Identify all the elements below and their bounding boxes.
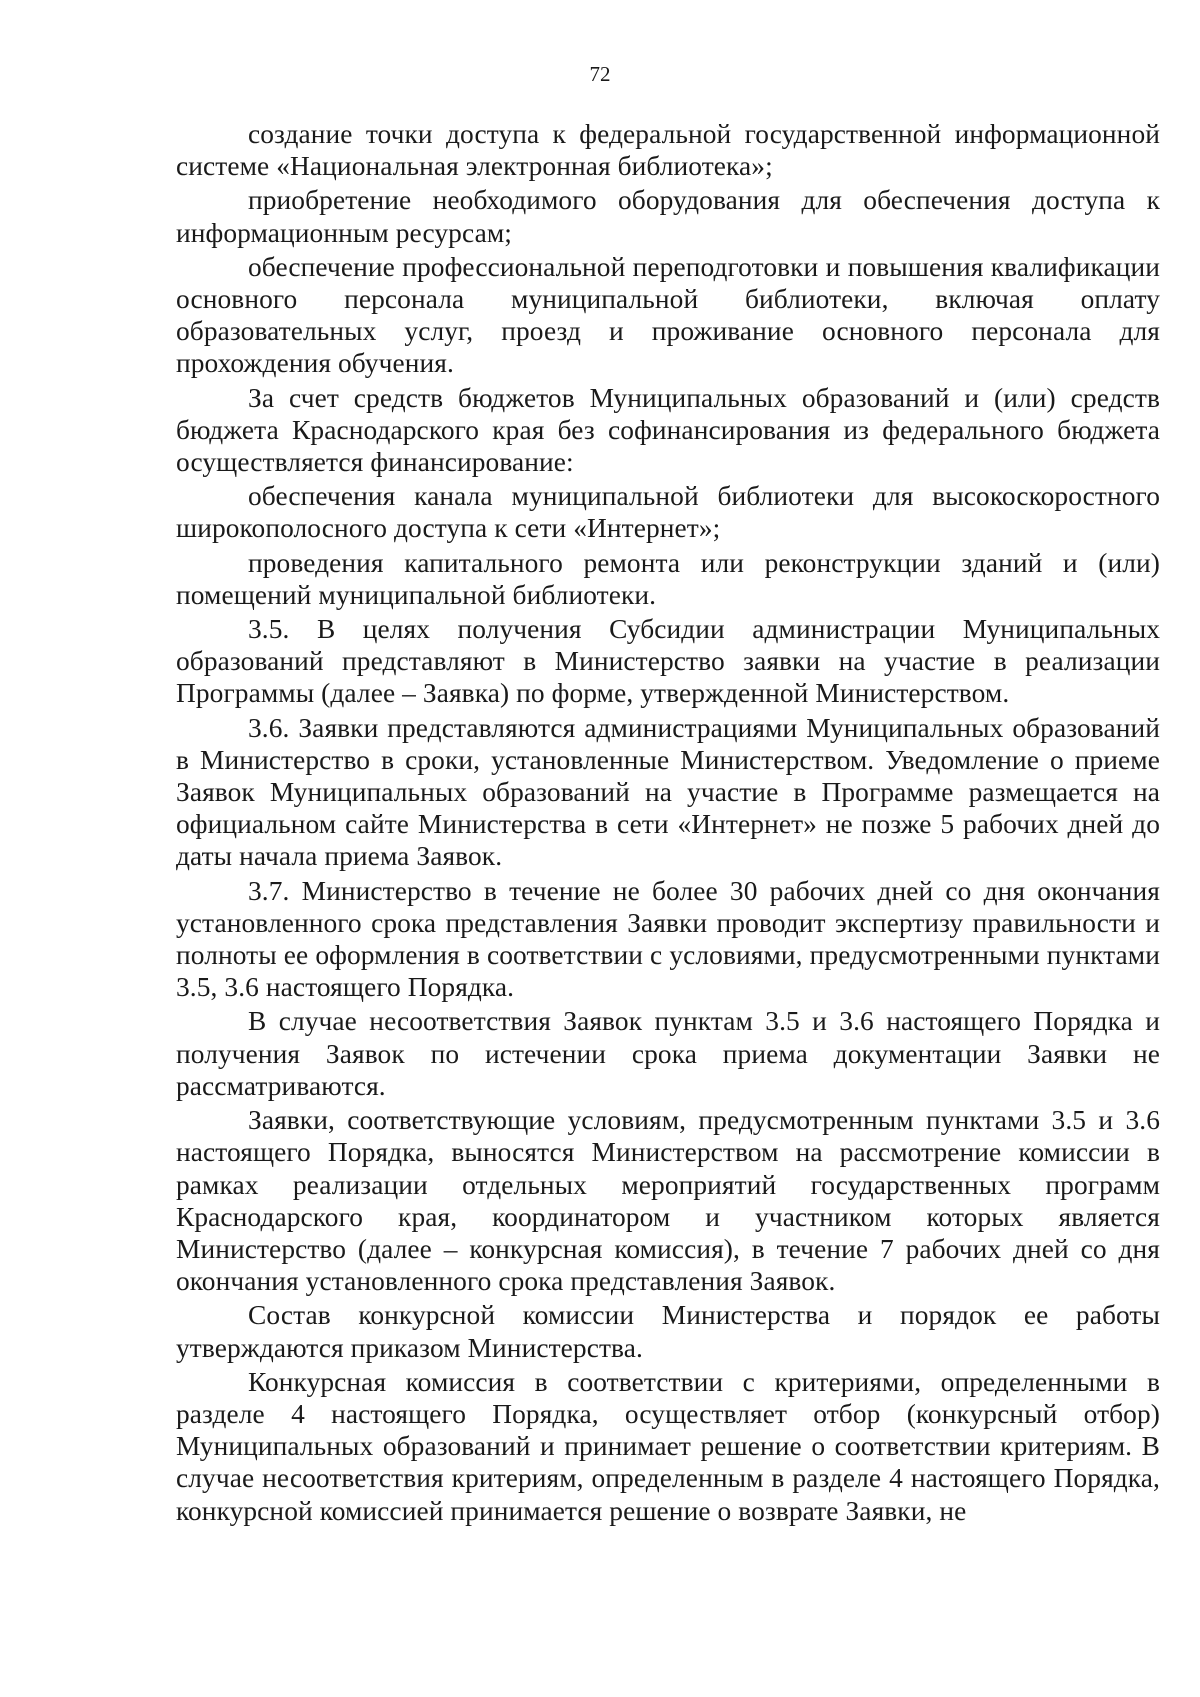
paragraph: Состав конкурсной комиссии Министерства и порядок ее работы утверждаются приказом Министерства. [176,1300,1160,1363]
paragraph: приобретение необходимого оборудования для обеспечения доступа к информационным ресурсам; [176,185,1160,248]
paragraph-section-3-7: 3.7. Министерство в течение не более 30 рабочих дней со дня окончания установленного срока представления Заявки проводит экспертизу правильности и полноты ее оформления в соответствии с условиями, предусмотренными пунктами 3.5, 3.6 настоящего Порядка. [176,875,1160,1003]
paragraph: проведения капитального ремонта или реконструкции зданий и (или) помещений муниципальной библиотеки. [176,547,1160,610]
paragraph: обеспечение профессиональной переподготовки и повышения квалификации основного персонала муниципальной библиотеки, включая оплату образовательных услуг, проезд и проживание основного персонала для прохождения обучения. [176,251,1160,379]
paragraph: Конкурсная комиссия в соответствии с критериями, определенными в разделе 4 настоящего Порядка, осуществляет отбор (конкурсный отбор) Муниципальных образований и принимает решение о соответствии критериям. В случае несоответствия критериям, определенным в разделе 4 настоящего Порядка, конкурсной комиссией принимается решение о возврате Заявки, не [176,1366,1160,1526]
page-number: 72 [589,62,611,86]
paragraph: обеспечения канала муниципальной библиотеки для высокоскоростного широкополосного доступа к сети «Интернет»; [176,481,1160,544]
paragraph: В случае несоответствия Заявок пунктам 3.5 и 3.6 настоящего Порядка и получения Заявок по истечении срока приема документации Заявки не рассматриваются. [176,1006,1160,1101]
paragraph: создание точки доступа к федеральной государственной информационной системе «Национальная электронная библиотека»; [176,119,1160,182]
paragraph: Заявки, соответствующие условиям, предусмотренным пунктами 3.5 и 3.6 настоящего Порядка, выносятся Министерством на рассмотрение комиссии в рамках реализации отдельных мероприятий государственных программ Краснодарского края, координатором и участником которых является Министерство (далее – конкурсная комиссия), в течение 7 рабочих дней со дня окончания установленного срока представления Заявок. [176,1105,1160,1297]
paragraph-section-3-5: 3.5. В целях получения Субсидии администрации Муниципальных образований представляют в Министерство заявки на участие в реализации Программы (далее – Заявка) по форме, утвержденной Министерством. [176,614,1160,709]
document-body [176,118,1160,1529]
paragraph: За счет средств бюджетов Муниципальных образований и (или) средств бюджета Краснодарского края без софинансирования из федерального бюджета осуществляется финансирование: [176,382,1160,478]
paragraph-section-3-6: 3.6. Заявки представляются администрациями Муниципальных образований в Министерство в сроки, установленные Министерством. Уведомление о приеме Заявок Муниципальных образований на участие в Программе размещается на официальном сайте Министерства в сети «Интернет» не позже 5 рабочих дней до даты начала приема Заявок. [176,712,1160,872]
